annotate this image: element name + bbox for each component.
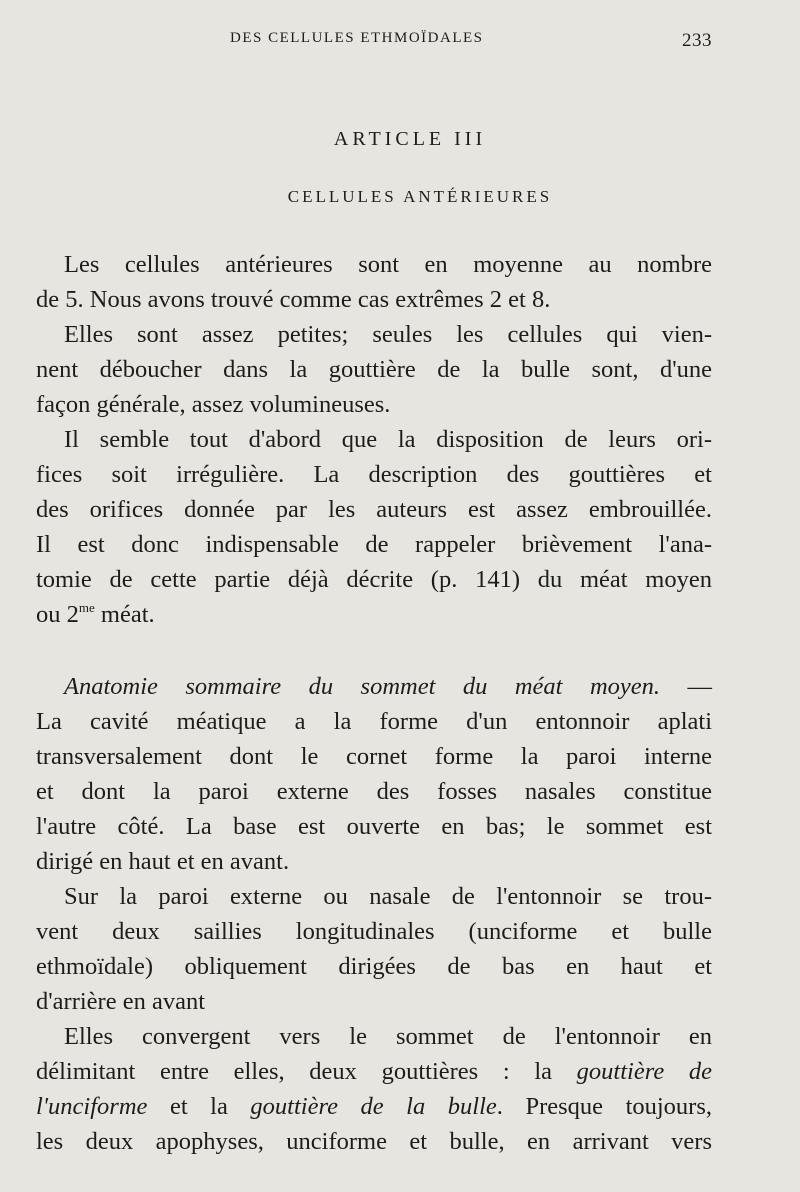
text-line [36,1054,712,1089]
text-line: dirigé en haut et en avant. [36,848,290,875]
text-line: Il semble tout d'abord que la disposition de leurs ori- [64,426,712,453]
body-text-block-2 [36,669,712,1159]
text-fragment: et la [147,1093,251,1120]
text-line: et dont la paroi externe des fosses nasales constitue [36,778,712,805]
text-line: fices soit irrégulière. La description des gouttières et [36,461,712,488]
text-line: vent deux saillies longitudinales (unciforme et bulle [36,918,712,945]
heading-dash: — [660,673,713,700]
text-line: Il est donc indispensable de rappeler brièvement l'ana- [36,531,712,558]
text-fragment: . Presque toujours, [496,1093,713,1120]
text-line: façon générale, assez volumineuses. [36,391,391,418]
text-line: nent déboucher dans la gouttière de la bulle sont, d'une [36,356,712,383]
paragraph-anatomy [36,669,712,879]
running-header [230,30,712,51]
paragraph-gouttieres [36,1019,712,1159]
text-line: l'autre côté. La base est ouverte en bas; le sommet est [36,813,712,840]
text-fragment: méat. [94,601,155,628]
paragraph-cell-size [36,317,712,422]
run-in-heading: Anatomie sommaire du sommet du méat moyen. [64,673,661,700]
text-line: transversalement dont le cornet forme la paroi interne [36,743,712,770]
body-text-block-1 [36,247,712,632]
italic-term: gouttière de la bulle [250,1093,497,1120]
text-fragment: délimitant entre elles, deux gouttières : la [36,1058,577,1085]
text-line: de 5. Nous avons trouvé comme cas extrêmes 2 et 8. [36,286,551,313]
superscript: me [78,600,95,615]
text-line [36,597,712,632]
text-line [36,1089,712,1124]
text-line: Elles sont assez petites; seules les cellules qui vien- [64,321,712,348]
paragraph-cell-count [36,247,712,317]
section-title: CELLULES ANTÉRIEURES [287,187,553,206]
page-number: 233 [682,30,712,51]
paragraph-saillies [36,879,712,1019]
text-line: les deux apophyses, unciforme et bulle, en arrivant vers [36,1128,712,1155]
text-line: d'arrière en avant [36,988,205,1015]
italic-term: gouttière de [576,1058,712,1085]
text-fragment: ou 2 [36,601,79,628]
paragraph-orifices [36,422,712,632]
text-line: ethmoïdale) obliquement dirigées de bas en haut et [36,953,712,980]
text-line [36,669,712,704]
text-line: des orifices donnée par les auteurs est assez embrouillée. [36,496,712,523]
text-line: Sur la paroi externe ou nasale de l'entonnoir se trou- [64,883,712,910]
running-title: DES CELLULES ETHMOÏDALES [230,30,484,46]
italic-term: l'unciforme [36,1093,148,1120]
text-line: Elles convergent vers le sommet de l'entonnoir en [64,1023,712,1050]
text-line: Les cellules antérieures sont en moyenne au nombre [64,251,712,278]
text-line: La cavité méatique a la forme d'un entonnoir aplati [36,708,712,735]
text-line: tomie de cette partie déjà décrite (p. 141) du méat moyen [36,566,712,593]
article-title: ARTICLE III [333,128,487,150]
